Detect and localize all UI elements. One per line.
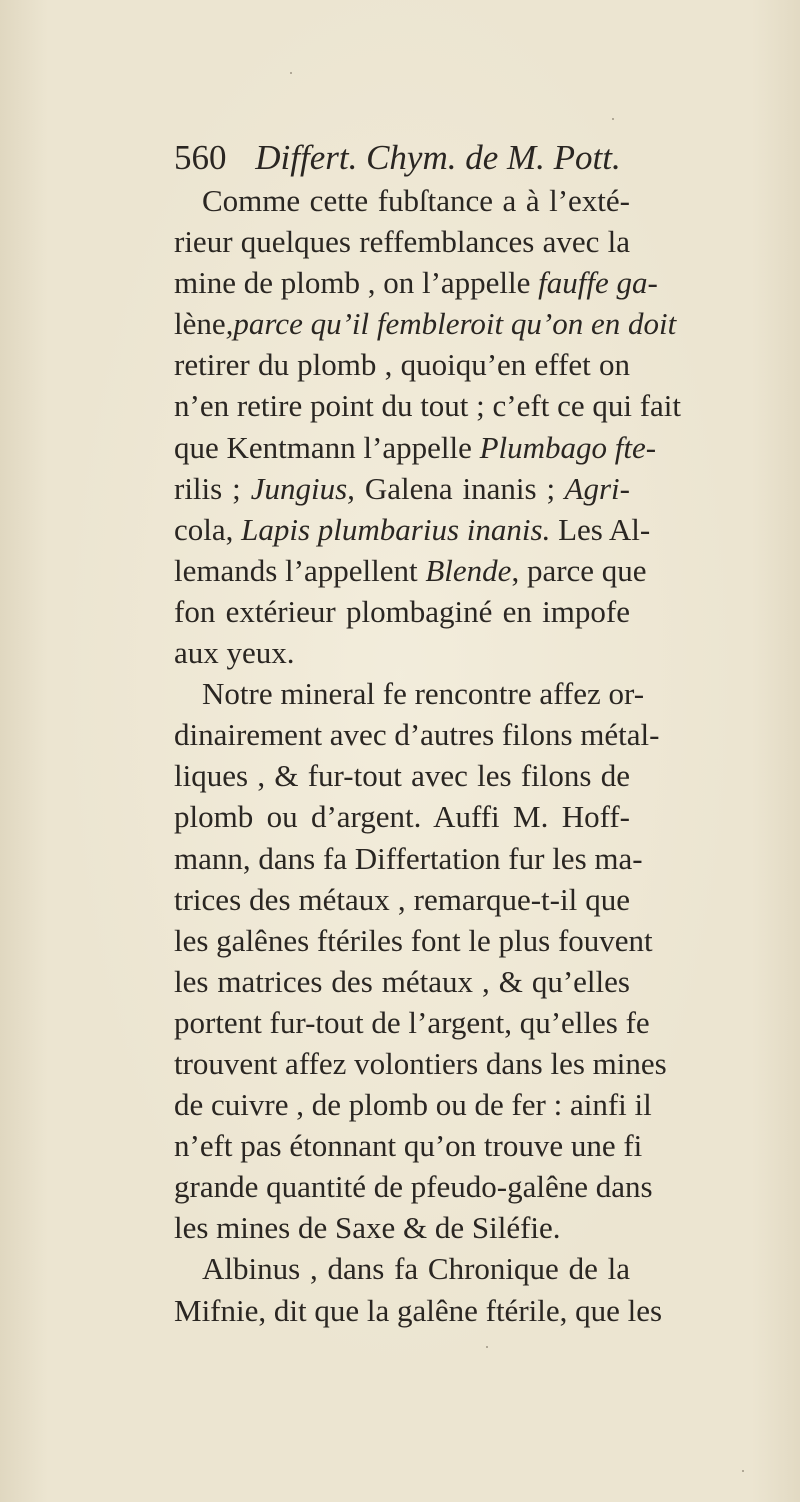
- text-line: Notre mineral fe rencontre affez or-: [202, 676, 645, 712]
- running-head: [174, 136, 654, 180]
- text-line: Albinus , dans fa Chronique de la: [202, 1251, 630, 1287]
- paper-speck: [290, 72, 292, 74]
- page-number: 560: [174, 138, 227, 177]
- text-line: fon extérieur plombaginé en impofe: [174, 593, 630, 629]
- text-line: lène,parce qu’il fembleroit qu’on en doit: [174, 306, 677, 342]
- paper-speck: [742, 1470, 744, 1472]
- paper-speck: [486, 1346, 488, 1348]
- text-line: rieur quelques reffemblances avec la: [174, 224, 630, 260]
- text-line: n’eft pas étonnant qu’on trouve une fi: [174, 1128, 643, 1164]
- text-line: retirer du plomb , quoiqu’en effet on: [174, 347, 630, 383]
- text-line: les galênes ftériles font le plus fouvent: [174, 922, 653, 958]
- text-line: Mifnie, dit que la galêne ftérile, que les: [174, 1292, 663, 1328]
- text-line: aux yeux.: [174, 635, 295, 671]
- text-line: trouvent affez volontiers dans les mines: [174, 1045, 667, 1081]
- text-line: que Kentmann l’appelle Plumbago fte-: [174, 429, 657, 465]
- text-line: rilis ; Jungius, Galena inanis ; Agri-: [174, 470, 630, 506]
- text-line: trices des métaux , remarque-t-il que: [174, 881, 630, 917]
- text-line: grande quantité de pfeudo-galêne dans: [174, 1169, 653, 1205]
- text-line: Comme cette fubſtance a à l’exté-: [202, 183, 630, 218]
- text-line: cola, Lapis plumbarius inanis. Les Al-: [174, 511, 651, 547]
- text-line: de cuivre , de plomb ou de fer : ainfi il: [174, 1087, 652, 1123]
- text-line: les mines de Saxe & de Siléfie.: [174, 1210, 561, 1246]
- text-line: plomb ou d’argent. Auffi M. Hoff-: [174, 799, 630, 835]
- text-line: mine de plomb , on l’appelle fauffe ga-: [174, 265, 658, 301]
- paper-speck: [612, 118, 614, 120]
- text-line: les matrices des métaux , & qu’elles: [174, 963, 630, 999]
- text-line: mann, dans fa Differtation fur les ma-: [174, 840, 643, 876]
- text-line: liques , & fur-tout avec les filons de: [174, 758, 630, 794]
- running-title: Differt. Chym. de M. Pott.: [255, 138, 621, 177]
- text-line: dinairement avec d’autres filons métal-: [174, 717, 660, 753]
- body-text: [174, 180, 682, 1331]
- text-line: lemands l’appellent Blende, parce que: [174, 552, 647, 588]
- text-line: portent fur-tout de l’argent, qu’elles fe: [174, 1004, 650, 1040]
- text-line: n’en retire point du tout ; c’eft ce qui fait: [174, 388, 682, 424]
